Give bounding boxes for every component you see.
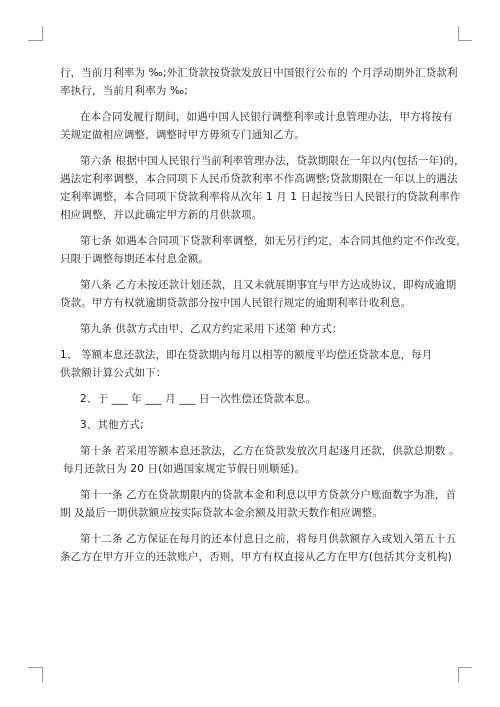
crop-mark-top-right-h — [458, 40, 472, 41]
crop-mark-top-left-h — [28, 40, 42, 41]
text-line: 3、其他方式; — [80, 419, 144, 431]
text-line: 贷款。甲方有权就逾期贷款部分按中国人民银行规定的逾期利率计收利息。 — [60, 297, 412, 309]
text-line: 相应调整，并以此确定甲方新的月供款项。 — [60, 209, 263, 221]
text-line: 第九条 供款方式由甲、乙双方约定采用下述第 种方式： — [80, 323, 343, 335]
crop-mark-top-left-v — [42, 26, 43, 41]
text-line: 每月还款日为 20 日(如遇国家规定节假日则顺延)。 — [63, 463, 306, 475]
crop-mark-bottom-right-v — [458, 667, 459, 682]
text-line: 行，当前月利率为 ‰;外汇贷款按贷款发放日中国银行公布的 个月浮动期外汇贷款利 — [60, 67, 458, 79]
text-line: 定利率调整，本合同项下贷款利率将从次年 1 月 1 日起按当日人民银行的贷款利率作 — [60, 191, 461, 203]
text-line: 第十二条 乙方保证在每月的还本付息日之前，将每月供款额存入或划入第五十五 — [80, 533, 457, 545]
text-line: 遇法定利率调整，本合同项下人民币贷款利率不作高调整;贷款期限在一年以上的遇法 — [60, 173, 458, 185]
text-line: 期 及最后一期供款额应按实际贷款本金余额及用款天数作相应调整。 — [60, 507, 383, 519]
crop-mark-bottom-left-h — [28, 667, 42, 668]
text-line: 条乙方在甲方开立的还款账户，否则，甲方有权直接从乙方在甲方(包括其分支机构) — [60, 551, 452, 563]
crop-mark-bottom-left-v — [42, 667, 43, 682]
text-line: 第八条 乙方未按还款计划还款，且又未就展期事宜与甲方达成协议，即构成逾期 — [80, 279, 457, 291]
text-line: 在本合同发履行期间，如遇中国人民银行调整利率或计息管理办法，甲方将按有 — [80, 111, 453, 123]
text-line: 供款额计算公式如下： — [60, 367, 167, 379]
text-line: 第六条 根据中国人民银行当前利率管理办法，贷款期限在一年以内(包括一年)的， — [80, 155, 465, 167]
document-body — [60, 66, 467, 564]
text-line: 第十一条 乙方在贷款期限内的贷款本金和利息以甲方贷款分户账面数字为准，首 — [80, 489, 457, 501]
text-line: 只限于调整每期还本付息金额。 — [60, 253, 210, 265]
text-line: 1、 等额本息还款法，即在贷款期内每月以相等的额度平均偿还贷款本息，每月 — [60, 349, 433, 361]
text-line: 率执行，当前月利率为 ‰; — [60, 85, 188, 97]
crop-mark-bottom-right-h — [458, 667, 472, 668]
text-line: 2、于 ___ 年 ___ 月 ___ 日一次性偿还贷款本息。 — [80, 393, 317, 405]
text-line: 第十条 若采用等额本息还款法，乙方在贷款发放次月起逐月还款，供款总期数 。 — [80, 445, 460, 457]
text-line: 第七条 如遇本合同项下贷款利率调整，如无另行约定，本合同其他约定不作改变， — [80, 235, 467, 247]
crop-mark-top-right-v — [458, 26, 459, 41]
text-line: 关规定做相应调整，调整时甲方毋须专门通知乙方。 — [60, 129, 305, 141]
